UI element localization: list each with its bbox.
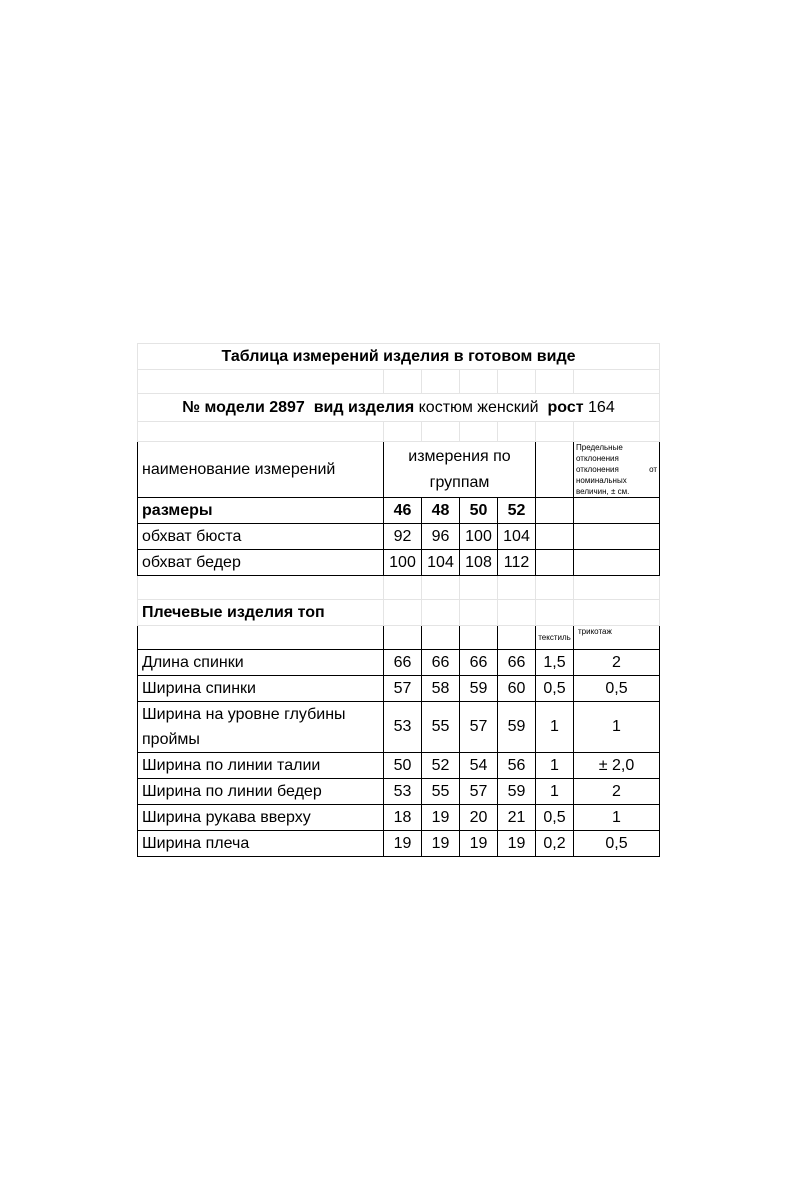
table-row (138, 753, 660, 779)
table-cell: 59 (498, 702, 536, 753)
table-cell (422, 422, 460, 442)
table-cell (422, 626, 460, 650)
table-cell (138, 576, 384, 600)
table-cell: 60 (498, 676, 536, 702)
table-cell: 54 (460, 753, 498, 779)
table-cell: обхват бюста (138, 524, 384, 550)
model-line (138, 394, 660, 422)
table-cell (574, 498, 660, 524)
table-cell (460, 576, 498, 600)
table-cell (384, 576, 422, 600)
table-cell: 20 (460, 805, 498, 831)
table-cell: 66 (460, 650, 498, 676)
table-cell (422, 600, 460, 626)
table-cell: 19 (422, 831, 460, 857)
table-cell (384, 600, 422, 626)
table-row (138, 676, 660, 702)
table-cell (536, 498, 574, 524)
table-cell: 1 (574, 702, 660, 753)
table-cell: 2 (574, 779, 660, 805)
table-cell: Ширина рукава вверху (138, 805, 384, 831)
table-cell (498, 626, 536, 650)
table-row (138, 702, 660, 753)
table-cell (574, 370, 660, 394)
table-row (138, 805, 660, 831)
size-cell: 46 (384, 498, 422, 524)
table-cell (384, 370, 422, 394)
size-cell: 50 (460, 498, 498, 524)
table-cell (574, 550, 660, 576)
table-cell (422, 370, 460, 394)
header-tolerance: Предельные отклонения отклонения от номинальных величин, ± см. (574, 442, 660, 498)
table-cell (422, 576, 460, 600)
table-cell (460, 626, 498, 650)
section-title: Плечевые изделия топ (138, 600, 384, 626)
table-cell: 66 (498, 650, 536, 676)
table-cell: 66 (384, 650, 422, 676)
table-cell (138, 370, 384, 394)
table-cell: Ширина спинки (138, 676, 384, 702)
table-cell: 2 (574, 650, 660, 676)
table-cell: 58 (422, 676, 460, 702)
table-cell: 0,5 (574, 831, 660, 857)
header-name: наименование измерений (138, 442, 384, 498)
table-cell (536, 600, 574, 626)
table-cell: 0,5 (536, 676, 574, 702)
table-cell: 104 (498, 524, 536, 550)
table-cell: 112 (498, 550, 536, 576)
table-cell: Ширина по линии талии (138, 753, 384, 779)
table-row (138, 524, 660, 550)
model-label: № модели 2897 (182, 398, 305, 416)
table-cell (498, 600, 536, 626)
table-cell: 19 (498, 831, 536, 857)
table-cell (574, 524, 660, 550)
table-cell: 92 (384, 524, 422, 550)
table-cell (138, 626, 384, 650)
table-cell (536, 550, 574, 576)
table-cell: 0,5 (536, 805, 574, 831)
table-cell: 1 (536, 779, 574, 805)
table-cell: 57 (460, 702, 498, 753)
table-cell (138, 422, 384, 442)
table-cell: 0,2 (536, 831, 574, 857)
table-cell (574, 422, 660, 442)
table-cell: 21 (498, 805, 536, 831)
table-cell: 1 (536, 702, 574, 753)
table-cell: 104 (422, 550, 460, 576)
table-cell (574, 576, 660, 600)
table-cell (384, 626, 422, 650)
table-cell: 53 (384, 702, 422, 753)
textile-label: текстиль (536, 626, 574, 650)
table-cell: обхват бедер (138, 550, 384, 576)
size-cell: 48 (422, 498, 460, 524)
table-row (138, 550, 660, 576)
table-cell: 1,5 (536, 650, 574, 676)
table-cell: 1 (574, 805, 660, 831)
table-cell (498, 422, 536, 442)
table-cell: 50 (384, 753, 422, 779)
table-cell (384, 422, 422, 442)
table-cell: 55 (422, 779, 460, 805)
sizes-label: размеры (138, 498, 384, 524)
table-row (138, 650, 660, 676)
tolerance-subheader (138, 626, 660, 650)
table-cell: Ширина плеча (138, 831, 384, 857)
table-cell: 57 (460, 779, 498, 805)
table-cell: 57 (384, 676, 422, 702)
table-cell: 108 (460, 550, 498, 576)
table-cell (460, 422, 498, 442)
table-cell (536, 524, 574, 550)
table-cell: 52 (422, 753, 460, 779)
type-label: вид изделия (313, 398, 415, 416)
table-cell: Длина спинки (138, 650, 384, 676)
height-value: 164 (588, 398, 615, 416)
table-cell (536, 370, 574, 394)
table-cell: 1 (536, 753, 574, 779)
knit-label: трикотаж (574, 626, 660, 650)
table-cell (460, 600, 498, 626)
table-cell: 100 (460, 524, 498, 550)
table-cell (536, 442, 574, 498)
table-cell: 19 (460, 831, 498, 857)
type-value: костюм женский (418, 398, 539, 416)
table-cell (574, 600, 660, 626)
header-groups: измерения по группам (384, 442, 536, 498)
table-cell: 19 (384, 831, 422, 857)
table-cell: Ширина по линии бедер (138, 779, 384, 805)
table-cell: 55 (422, 702, 460, 753)
height-label: рост (547, 398, 584, 416)
table-cell: 59 (460, 676, 498, 702)
table-cell: 100 (384, 550, 422, 576)
sizes-row (138, 498, 660, 524)
table-cell: 59 (498, 779, 536, 805)
table-row (138, 779, 660, 805)
table-cell: 19 (422, 805, 460, 831)
table-cell (536, 422, 574, 442)
table-cell: ± 2,0 (574, 753, 660, 779)
table-cell: 66 (422, 650, 460, 676)
table-cell (498, 370, 536, 394)
table-row (138, 831, 660, 857)
table-cell (460, 370, 498, 394)
measurement-table (137, 343, 660, 857)
table-cell (536, 576, 574, 600)
table-cell: 96 (422, 524, 460, 550)
table-cell: Ширина на уровне глубины проймы (138, 702, 384, 753)
table-cell: 0,5 (574, 676, 660, 702)
table-cell: 18 (384, 805, 422, 831)
table-cell: 53 (384, 779, 422, 805)
measurement-sheet (137, 343, 660, 857)
size-cell: 52 (498, 498, 536, 524)
table-title: Таблица измерений изделия в готовом виде (138, 344, 660, 370)
table-cell (498, 576, 536, 600)
table-cell: 56 (498, 753, 536, 779)
